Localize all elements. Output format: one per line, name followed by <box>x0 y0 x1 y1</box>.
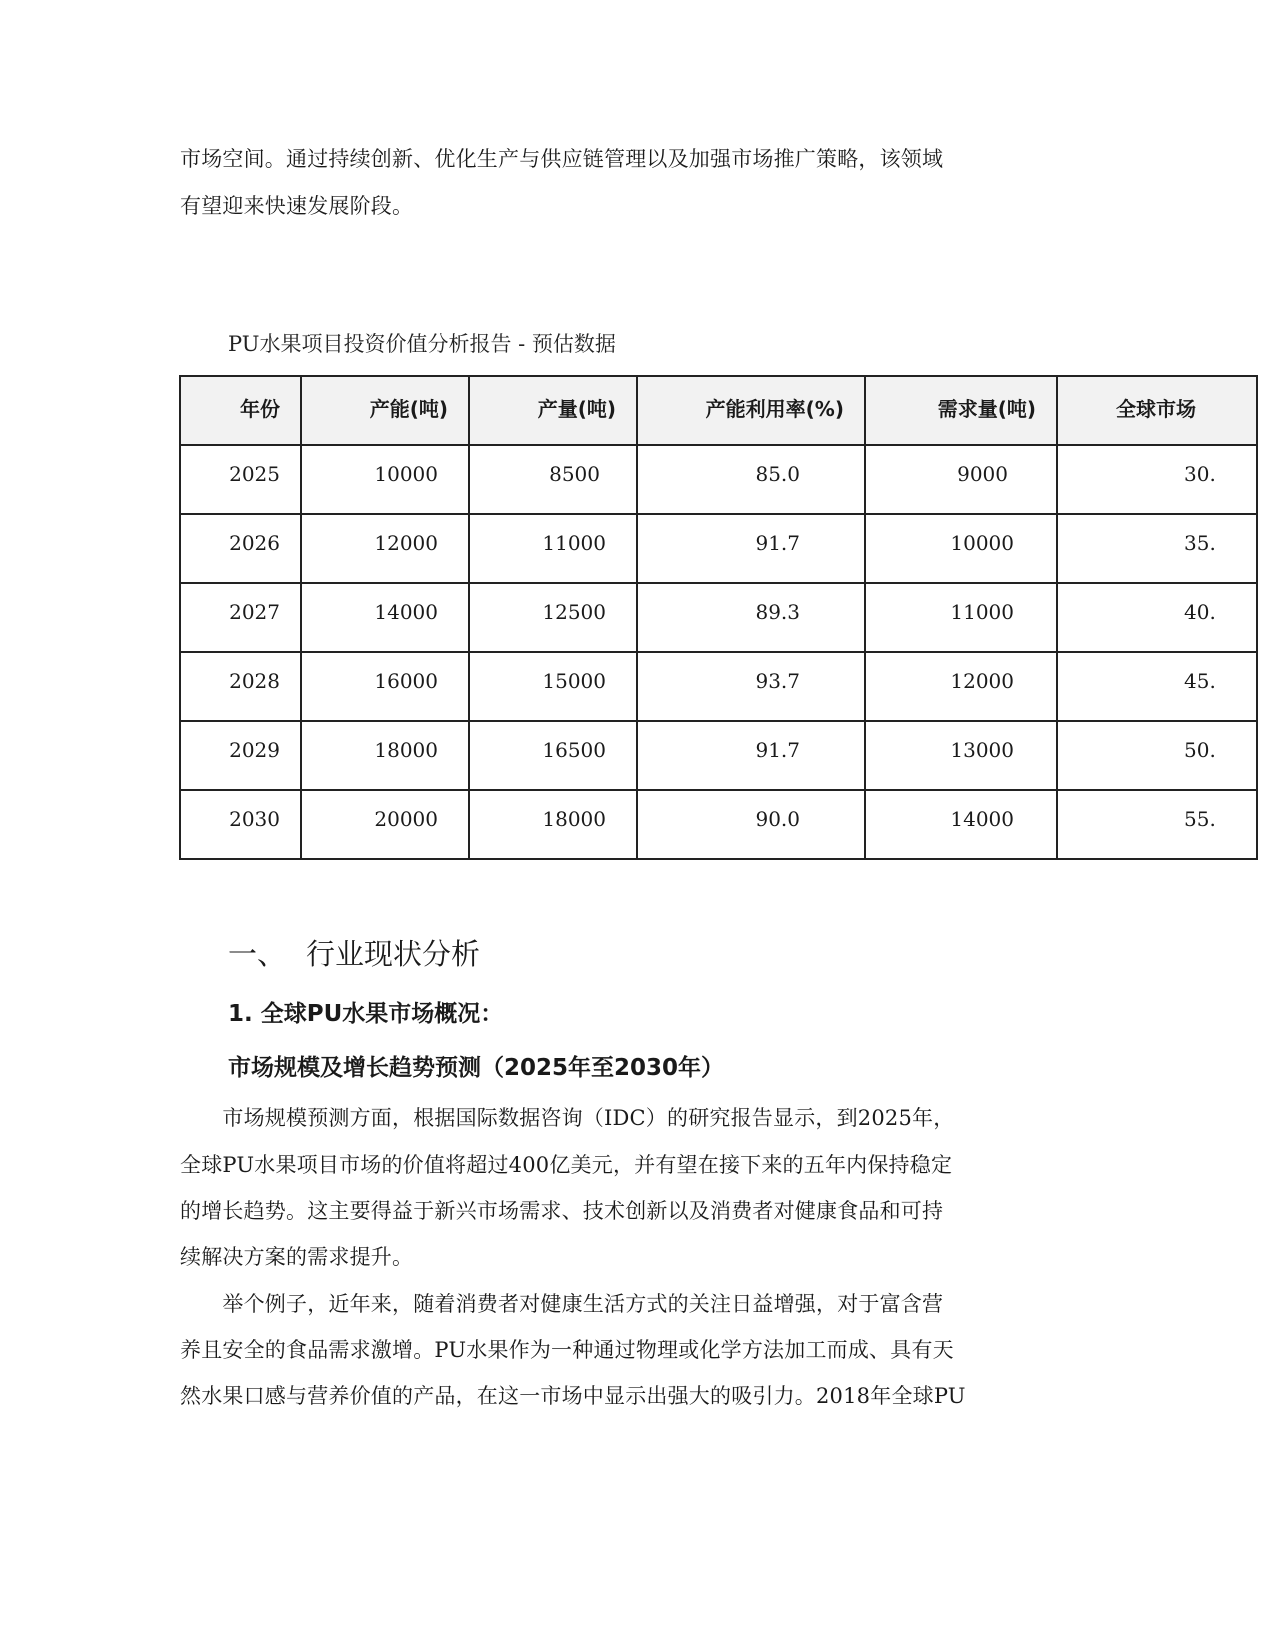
paragraph-2-line-3: 然水果口感与营养价值的产品，在这一市场中显示出强大的吸引力。2018年全球PU <box>180 1384 966 1408</box>
paragraph-2-line-2: 养且安全的食品需求激增。PU水果作为一种通过物理或化学方法加工而成、具有天 <box>180 1338 954 1362</box>
cell-utilization: 91.7 <box>637 721 865 790</box>
paragraph-2-line-1: 举个例子，近年来，随着消费者对健康生活方式的关注日益增强，对于富含营 <box>180 1292 944 1316</box>
intro-line-1: 市场空间。通过持续创新、优化生产与供应链管理以及加强市场推广策略，该领域 <box>180 147 944 171</box>
paragraph-1-line-2: 全球PU水果项目市场的价值将超过400亿美元，并有望在接下来的五年内保持稳定 <box>180 1153 953 1177</box>
cell-year: 2028 <box>180 652 301 721</box>
header-global-market: 全球市场 <box>1057 376 1257 445</box>
cell-capacity: 18000 <box>301 721 469 790</box>
cell-year: 2029 <box>180 721 301 790</box>
subsubsection-heading: 市场规模及增长趋势预测（2025年至2030年） <box>228 1055 725 1081</box>
section-title: 行业现状分析 <box>306 937 481 971</box>
cell-output: 16500 <box>469 721 637 790</box>
table-row <box>180 583 1257 652</box>
table-caption: PU水果项目投资价值分析报告 - 预估数据 <box>228 332 616 356</box>
paragraph-1-line-1: 市场规模预测方面，根据国际数据咨询（IDC）的研究报告显示，到2025年， <box>180 1106 955 1130</box>
header-year: 年份 <box>180 376 301 445</box>
cell-year: 2025 <box>180 445 301 514</box>
cell-capacity: 20000 <box>301 790 469 859</box>
section-number: 一、 <box>228 937 287 971</box>
section-heading <box>228 936 480 972</box>
table-row <box>180 721 1257 790</box>
cell-capacity: 10000 <box>301 445 469 514</box>
table-header-row <box>180 376 1257 445</box>
cell-demand: 11000 <box>865 583 1057 652</box>
cell-demand: 13000 <box>865 721 1057 790</box>
cell-capacity: 12000 <box>301 514 469 583</box>
header-output: 产量(吨) <box>469 376 637 445</box>
cell-output: 15000 <box>469 652 637 721</box>
cell-demand: 14000 <box>865 790 1057 859</box>
cell-utilization: 89.3 <box>637 583 865 652</box>
cell-global-market: 35. <box>1057 514 1257 583</box>
cell-capacity: 14000 <box>301 583 469 652</box>
table-row <box>180 790 1257 859</box>
cell-utilization: 85.0 <box>637 445 865 514</box>
cell-capacity: 16000 <box>301 652 469 721</box>
cell-output: 12500 <box>469 583 637 652</box>
cell-year: 2026 <box>180 514 301 583</box>
cell-output: 18000 <box>469 790 637 859</box>
cell-demand: 10000 <box>865 514 1057 583</box>
cell-year: 2027 <box>180 583 301 652</box>
cell-utilization: 93.7 <box>637 652 865 721</box>
cell-global-market: 50. <box>1057 721 1257 790</box>
cell-output: 11000 <box>469 514 637 583</box>
header-capacity: 产能(吨) <box>301 376 469 445</box>
cell-demand: 12000 <box>865 652 1057 721</box>
cell-demand: 9000 <box>865 445 1057 514</box>
cell-global-market: 30. <box>1057 445 1257 514</box>
cell-utilization: 91.7 <box>637 514 865 583</box>
subsection-heading: 1. 全球PU水果市场概况： <box>228 1001 504 1027</box>
paragraph-1-line-4: 续解决方案的需求提升。 <box>180 1245 414 1269</box>
cell-global-market: 55. <box>1057 790 1257 859</box>
forecast-data-table <box>179 375 1258 860</box>
table-row <box>180 652 1257 721</box>
cell-utilization: 90.0 <box>637 790 865 859</box>
intro-line-2: 有望迎来快速发展阶段。 <box>180 194 414 218</box>
cell-global-market: 40. <box>1057 583 1257 652</box>
paragraph-1-line-3: 的增长趋势。这主要得益于新兴市场需求、技术创新以及消费者对健康食品和可持 <box>180 1199 944 1223</box>
table-row <box>180 445 1257 514</box>
table-row <box>180 514 1257 583</box>
cell-output: 8500 <box>469 445 637 514</box>
header-demand: 需求量(吨) <box>865 376 1057 445</box>
cell-global-market: 45. <box>1057 652 1257 721</box>
cell-year: 2030 <box>180 790 301 859</box>
header-utilization: 产能利用率(%) <box>637 376 865 445</box>
